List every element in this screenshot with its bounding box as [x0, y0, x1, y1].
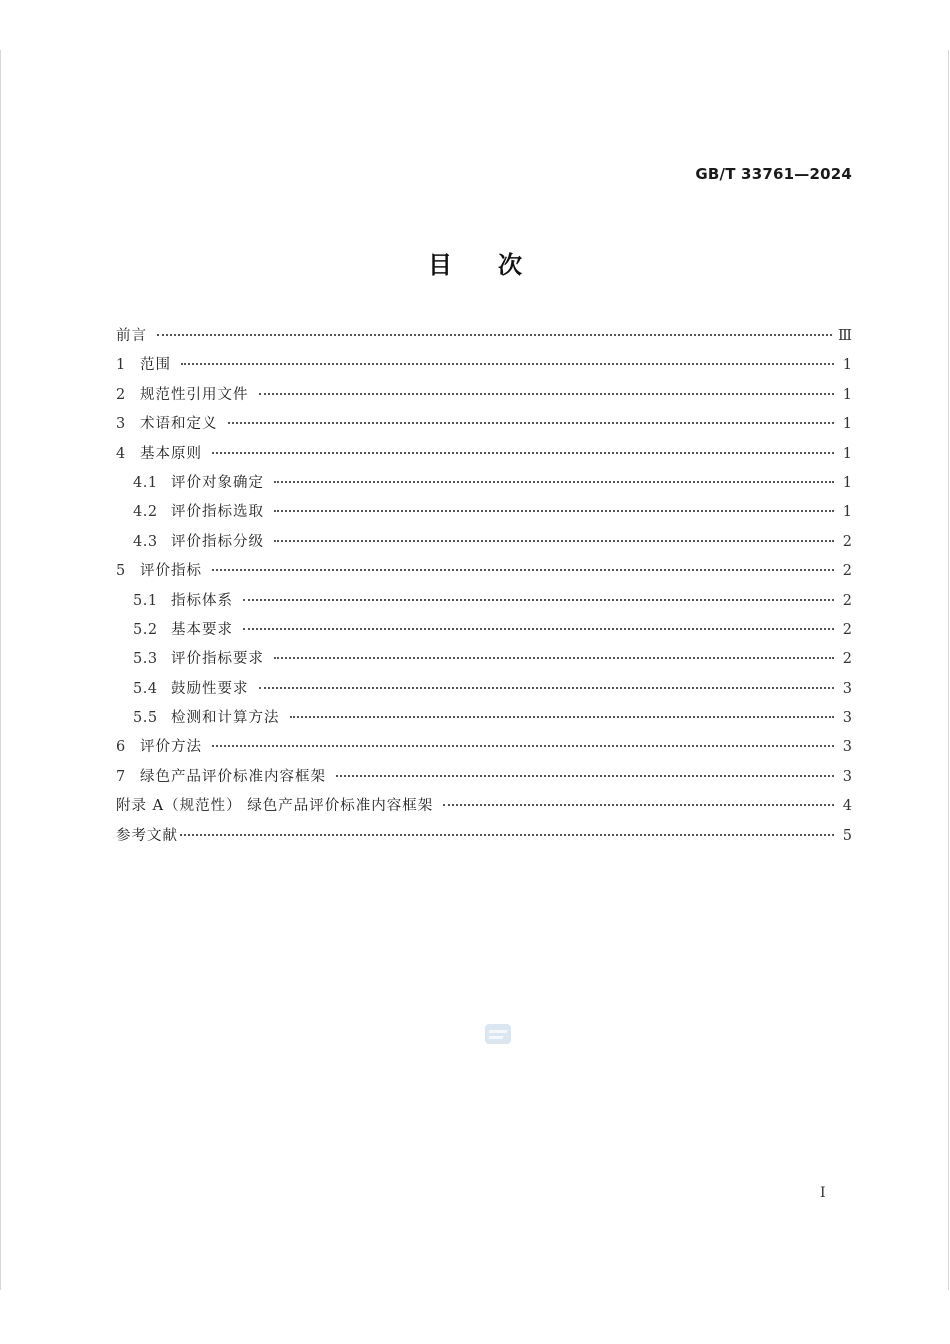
- toc-dot-leader: [243, 599, 834, 601]
- toc-entry-number: 5.3: [133, 651, 158, 668]
- toc-entry-page: 2: [842, 533, 852, 550]
- toc-entry-label: 参考文献: [116, 827, 178, 844]
- toc-dot-leader: [212, 745, 834, 747]
- toc-entry-number: 5.1: [133, 592, 158, 609]
- toc-entry[interactable]: [116, 733, 852, 762]
- toc-dot-leader: [443, 804, 834, 806]
- toc-entry[interactable]: [116, 498, 852, 527]
- toc-entry-page: 2: [842, 563, 852, 580]
- toc-entry-label: 术语和定义: [140, 416, 218, 433]
- toc-entry-label: 指标体系: [171, 592, 233, 609]
- toc-entry-label: 前言: [116, 328, 147, 344]
- toc-dot-leader: [259, 393, 835, 395]
- toc-entry[interactable]: [116, 351, 852, 380]
- toc-entry-label: 附录 A（规范性） 绿色产品评价标准内容框架: [116, 798, 434, 815]
- toc-entry-page: 1: [842, 416, 852, 433]
- toc-entry-number: 4: [116, 445, 126, 462]
- toc-entry-label: 基本要求: [171, 621, 233, 638]
- page-edge-right: [948, 50, 949, 1290]
- toc-entry-page: 3: [842, 739, 852, 756]
- toc-entry-page: 2: [842, 621, 852, 638]
- toc-entry-label: 评价对象确定: [171, 474, 264, 491]
- toc-dot-leader: [180, 834, 834, 836]
- toc-dot-leader: [212, 569, 834, 571]
- toc-entry[interactable]: [116, 587, 852, 616]
- toc-entry-number: 7: [116, 768, 126, 785]
- toc-title: [0, 245, 950, 280]
- toc-entry[interactable]: [116, 322, 852, 351]
- toc-entry-number: 6: [116, 739, 126, 756]
- toc-entry-page: 1: [842, 474, 852, 491]
- toc-entry[interactable]: [116, 763, 852, 792]
- toc-entry-number: 4.1: [133, 474, 158, 491]
- toc-entry-number: 2: [116, 386, 126, 403]
- standard-number: GB/T 33761—2024: [695, 165, 852, 183]
- toc-dot-leader: [336, 775, 834, 777]
- toc-entry-page: 1: [842, 445, 852, 462]
- toc-entry-page: 5: [842, 827, 852, 844]
- toc-dot-leader: [228, 422, 835, 424]
- toc-entry-number: 3: [116, 416, 126, 433]
- toc-dot-leader: [181, 363, 834, 365]
- watermark-logo-icon: [485, 1024, 511, 1044]
- toc-entry-page: 2: [842, 592, 852, 609]
- toc-dot-leader: [274, 510, 834, 512]
- toc-entry-label: 评价指标选取: [171, 504, 264, 521]
- toc-entry-number: 5: [116, 563, 126, 580]
- toc-entry-label: 基本原则: [140, 445, 202, 462]
- toc-entry[interactable]: [116, 469, 852, 498]
- toc-entry-label: 评价方法: [140, 739, 202, 756]
- toc-entry-number: 4.3: [133, 533, 158, 550]
- page-number: Ⅰ: [820, 1185, 826, 1201]
- toc-dot-leader: [274, 481, 834, 483]
- toc-entry[interactable]: [116, 557, 852, 586]
- toc-entry-label: 规范性引用文件: [140, 386, 249, 403]
- toc-entry-number: 5.4: [133, 680, 158, 697]
- toc-dot-leader: [274, 657, 834, 659]
- toc-entry-number: 5.2: [133, 621, 158, 638]
- toc-dot-leader: [274, 540, 834, 542]
- toc-entry-label: 评价指标分级: [171, 533, 264, 550]
- toc-entry-label: 绿色产品评价标准内容框架: [140, 768, 326, 785]
- toc-entry[interactable]: [116, 792, 852, 821]
- page-edge-left: [0, 50, 1, 1290]
- toc-entry[interactable]: [116, 704, 852, 733]
- toc-entry-page: 4: [842, 798, 852, 815]
- toc-entry-label: 评价指标要求: [171, 651, 264, 668]
- toc-entry[interactable]: [116, 616, 852, 645]
- toc-entry[interactable]: [116, 410, 852, 439]
- toc-entry-label: 鼓励性要求: [171, 680, 249, 697]
- toc-entry[interactable]: [116, 645, 852, 674]
- toc-entry[interactable]: [116, 440, 852, 469]
- toc-entry-label: 范围: [140, 357, 171, 374]
- toc-entry-page: 1: [842, 386, 852, 403]
- toc-entry[interactable]: [116, 381, 852, 410]
- toc-entry-page: 1: [842, 504, 852, 521]
- toc-entry-number: 1: [116, 357, 126, 374]
- toc-entry[interactable]: [116, 822, 852, 851]
- toc-entry-page: Ⅲ: [838, 328, 852, 344]
- toc-entry[interactable]: [116, 528, 852, 557]
- toc-dot-leader: [243, 628, 834, 630]
- toc-dot-leader: [157, 334, 832, 336]
- toc-entry-page: 3: [842, 768, 852, 785]
- toc-entry-number: 5.5: [133, 710, 158, 727]
- toc-dot-leader: [212, 452, 834, 454]
- toc-entry-page: 3: [842, 680, 852, 697]
- toc-dot-leader: [290, 716, 835, 718]
- toc-entry-page: 1: [842, 357, 852, 374]
- toc-title-char-2: 次: [498, 251, 522, 279]
- toc-list: [116, 322, 852, 851]
- toc-entry-number: 4.2: [133, 504, 158, 521]
- toc-entry[interactable]: [116, 675, 852, 704]
- toc-dot-leader: [259, 687, 835, 689]
- toc-entry-page: 2: [842, 651, 852, 668]
- toc-entry-page: 3: [842, 710, 852, 727]
- toc-entry-label: 检测和计算方法: [171, 710, 280, 727]
- toc-title-char-1: 目: [428, 251, 452, 279]
- toc-entry-label: 评价指标: [140, 563, 202, 580]
